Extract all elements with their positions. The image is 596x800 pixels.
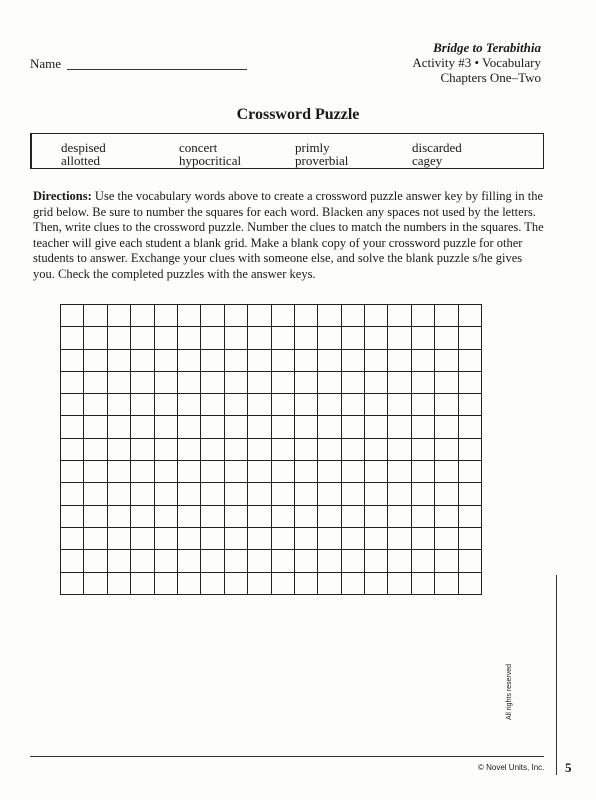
grid-cell [224,572,247,594]
grid-cell [318,394,341,416]
grid-cell [131,461,154,483]
grid-cell [318,461,341,483]
grid-cell [271,527,294,549]
grid-cell [435,572,458,594]
grid-cell [61,505,84,527]
grid-cell [411,483,434,505]
grid-row [61,305,482,327]
grid-cell [458,327,481,349]
directions-paragraph [33,189,547,282]
grid-cell [131,505,154,527]
grid-cell [435,527,458,549]
grid-cell [131,394,154,416]
grid-cell [388,572,411,594]
grid-cell [294,527,317,549]
grid-cell [271,305,294,327]
grid-row [61,394,482,416]
grid-cell [341,527,364,549]
grid-cell [411,305,434,327]
grid-cell [224,438,247,460]
grid-cell [84,527,107,549]
vocab-word: proverbial [295,153,349,168]
grid-cell [411,416,434,438]
grid-cell [154,394,177,416]
grid-cell [365,349,388,371]
grid-cell [458,527,481,549]
grid-cell [177,461,200,483]
grid-cell [458,438,481,460]
grid-cell [201,438,224,460]
grid-cell [61,572,84,594]
grid-cell [107,416,130,438]
grid-cell [84,483,107,505]
grid-cell [61,527,84,549]
grid-cell [177,505,200,527]
grid-cell [411,394,434,416]
grid-cell [271,483,294,505]
grid-cell [224,394,247,416]
grid-cell [341,371,364,393]
grid-cell [107,527,130,549]
grid-cell [107,327,130,349]
grid-cell [154,461,177,483]
grid-cell [388,505,411,527]
grid-row [61,483,482,505]
grid-cell [365,327,388,349]
vocab-word: discarded [412,140,462,155]
grid-cell [271,550,294,572]
grid-cell [388,371,411,393]
grid-cell [107,438,130,460]
grid-cell [201,371,224,393]
grid-cell [61,438,84,460]
activity-header [412,40,541,85]
grid-cell [224,505,247,527]
grid-cell [435,305,458,327]
grid-cell [84,349,107,371]
grid-cell [107,483,130,505]
grid-cell [294,416,317,438]
grid-cell [294,505,317,527]
grid-cell [61,550,84,572]
grid-cell [154,438,177,460]
grid-cell [177,394,200,416]
grid-cell [248,550,271,572]
grid-cell [84,505,107,527]
grid-cell [107,572,130,594]
vocab-word: hypocritical [179,153,242,168]
grid-row [61,527,482,549]
grid-cell [248,305,271,327]
grid-cell [248,327,271,349]
grid-cell [435,483,458,505]
grid-cell [271,438,294,460]
grid-cell [365,394,388,416]
grid-cell [177,349,200,371]
grid-cell [154,505,177,527]
grid-cell [224,527,247,549]
grid-cell [411,371,434,393]
grid-cell [224,550,247,572]
grid-cell [61,327,84,349]
grid-cell [411,572,434,594]
grid-cell [84,572,107,594]
grid-cell [154,483,177,505]
grid-cell [341,305,364,327]
crossword-grid [60,304,482,595]
grid-row [61,371,482,393]
page-title: Crossword Puzzle [236,106,360,123]
grid-row [61,461,482,483]
grid-cell [271,371,294,393]
grid-cell [435,550,458,572]
grid-cell [341,550,364,572]
grid-cell [318,371,341,393]
grid-cell [131,572,154,594]
grid-cell [341,438,364,460]
grid-cell [131,349,154,371]
grid-cell [294,438,317,460]
grid-cell [388,416,411,438]
grid-cell [318,416,341,438]
grid-cell [201,483,224,505]
grid-cell [224,371,247,393]
grid-cell [435,505,458,527]
grid-cell [131,371,154,393]
grid-cell [318,550,341,572]
grid-cell [458,505,481,527]
grid-cell [131,305,154,327]
grid-cell [388,461,411,483]
grid-cell [294,572,317,594]
grid-cell [294,461,317,483]
grid-cell [61,416,84,438]
grid-cell [201,527,224,549]
grid-cell [201,461,224,483]
grid-cell [458,394,481,416]
grid-cell [107,394,130,416]
grid-cell [271,349,294,371]
grid-cell [458,349,481,371]
grid-cell [84,550,107,572]
grid-cell [177,305,200,327]
grid-cell [201,572,224,594]
grid-cell [388,438,411,460]
grid-row [61,349,482,371]
footer-rule [30,756,544,757]
grid-cell [224,327,247,349]
grid-cell [248,572,271,594]
grid-cell [131,416,154,438]
grid-cell [84,416,107,438]
grid-cell [318,327,341,349]
vocab-word: concert [179,140,218,155]
grid-cell [177,416,200,438]
grid-cell [84,438,107,460]
grid-cell [154,572,177,594]
grid-cell [294,327,317,349]
grid-cell [61,305,84,327]
grid-cell [365,305,388,327]
vocab-word: cagey [412,153,443,168]
grid-cell [411,550,434,572]
grid-cell [177,527,200,549]
grid-cell [107,461,130,483]
grid-cell [435,416,458,438]
grid-cell [271,394,294,416]
grid-cell [294,394,317,416]
grid-cell [294,371,317,393]
grid-cell [341,461,364,483]
page-number: 5 [565,760,572,775]
grid-cell [411,505,434,527]
grid-cell [458,483,481,505]
grid-cell [107,550,130,572]
grid-cell [248,438,271,460]
grid-cell [61,483,84,505]
grid-cell [341,394,364,416]
grid-cell [318,527,341,549]
name-label: Name [30,56,62,71]
grid-cell [154,305,177,327]
grid-cell [318,572,341,594]
grid-cell [435,394,458,416]
grid-row [61,416,482,438]
grid-cell [224,416,247,438]
grid-cell [388,483,411,505]
grid-cell [84,461,107,483]
grid-cell [107,371,130,393]
grid-cell [154,416,177,438]
grid-cell [201,327,224,349]
grid-cell [271,505,294,527]
grid-cell [107,305,130,327]
grid-cell [341,483,364,505]
grid-cell [271,327,294,349]
name-field-row [30,56,247,72]
grid-cell [201,416,224,438]
grid-cell [388,394,411,416]
grid-cell [131,550,154,572]
rights-notice: All rights reserved [506,663,513,720]
grid-cell [388,305,411,327]
grid-cell [318,483,341,505]
grid-cell [131,327,154,349]
grid-cell [154,527,177,549]
grid-cell [107,349,130,371]
grid-cell [411,438,434,460]
grid-cell [84,394,107,416]
vocab-word: allotted [61,153,100,168]
grid-cell [177,371,200,393]
grid-cell [411,527,434,549]
grid-cell [154,349,177,371]
chapters-label: Chapters One–Two [440,70,541,85]
grid-row [61,572,482,594]
activity-label: Activity #3 • Vocabulary [412,55,541,70]
grid-cell [131,438,154,460]
grid-cell [458,416,481,438]
grid-cell [201,394,224,416]
grid-cell [318,305,341,327]
grid-cell [84,327,107,349]
grid-cell [84,371,107,393]
grid-cell [318,505,341,527]
grid-cell [201,349,224,371]
grid-cell [341,505,364,527]
grid-cell [61,371,84,393]
grid-cell [61,349,84,371]
grid-cell [131,527,154,549]
grid-cell [224,305,247,327]
grid-cell [435,461,458,483]
grid-cell [458,371,481,393]
grid-cell [318,349,341,371]
grid-cell [248,483,271,505]
grid-cell [248,505,271,527]
grid-row [61,438,482,460]
grid-cell [154,371,177,393]
grid-cell [201,550,224,572]
grid-cell [224,461,247,483]
grid-cell [84,305,107,327]
grid-cell [131,483,154,505]
grid-cell [107,505,130,527]
grid-cell [177,550,200,572]
grid-cell [224,483,247,505]
vocab-word: primly [295,140,330,155]
name-line [67,69,247,70]
grid-cell [271,572,294,594]
vocab-word: despised [61,140,106,155]
grid-cell [294,483,317,505]
grid-cell [154,550,177,572]
grid-cell [294,305,317,327]
grid-row [61,327,482,349]
grid-cell [458,305,481,327]
grid-cell [388,349,411,371]
grid-cell [388,550,411,572]
grid-cell [365,505,388,527]
grid-cell [271,416,294,438]
grid-cell [365,483,388,505]
grid-cell [177,327,200,349]
grid-row [61,505,482,527]
margin-rule [556,575,557,775]
grid-cell [294,550,317,572]
grid-cell [154,327,177,349]
grid-cell [177,572,200,594]
grid-cell [294,349,317,371]
grid-cell [365,438,388,460]
grid-cell [388,527,411,549]
grid-cell [61,461,84,483]
grid-cell [365,550,388,572]
grid-cell [61,394,84,416]
book-title: Bridge to Terabithia [433,40,541,55]
vocabulary-box [30,133,544,169]
grid-cell [435,438,458,460]
grid-cell [411,349,434,371]
grid-cell [341,416,364,438]
grid-cell [341,572,364,594]
grid-cell [435,349,458,371]
grid-cell [458,461,481,483]
directions-text: Use the vocabulary words above to create a crossword puzzle answer key by filling in the grid below. Be sure to number the squares for each word. Blacken any spaces not used by the letters. Then, write clues to the crossword puzzle. Number the clues to match the numbers in the squares. The teacher will give each student a blank grid. Make a blank copy of your crossword puzzle for other students to answer. Exchange your clues with someone else, and solve the blank puzzle s/he gives you. Check the completed puzzles with the answer keys. [33,189,544,281]
grid-cell [388,327,411,349]
grid-cell [201,505,224,527]
grid-cell [177,483,200,505]
directions-label: Directions: [33,189,92,203]
grid-cell [248,371,271,393]
grid-cell [224,349,247,371]
grid-cell [201,305,224,327]
grid-cell [411,461,434,483]
grid-cell [365,461,388,483]
grid-cell [271,461,294,483]
grid-cell [248,349,271,371]
grid-cell [248,527,271,549]
grid-row [61,550,482,572]
grid-cell [365,416,388,438]
grid-cell [458,550,481,572]
grid-cell [365,572,388,594]
grid-cell [177,438,200,460]
publisher-credit: © Novel Units, Inc. [478,763,545,772]
grid-cell [248,394,271,416]
grid-cell [341,327,364,349]
grid-cell [341,349,364,371]
grid-cell [318,438,341,460]
grid-cell [435,327,458,349]
grid-cell [248,416,271,438]
grid-cell [365,371,388,393]
grid-cell [365,527,388,549]
grid-cell [248,461,271,483]
grid-cell [411,327,434,349]
grid-cell [458,572,481,594]
grid-cell [435,371,458,393]
